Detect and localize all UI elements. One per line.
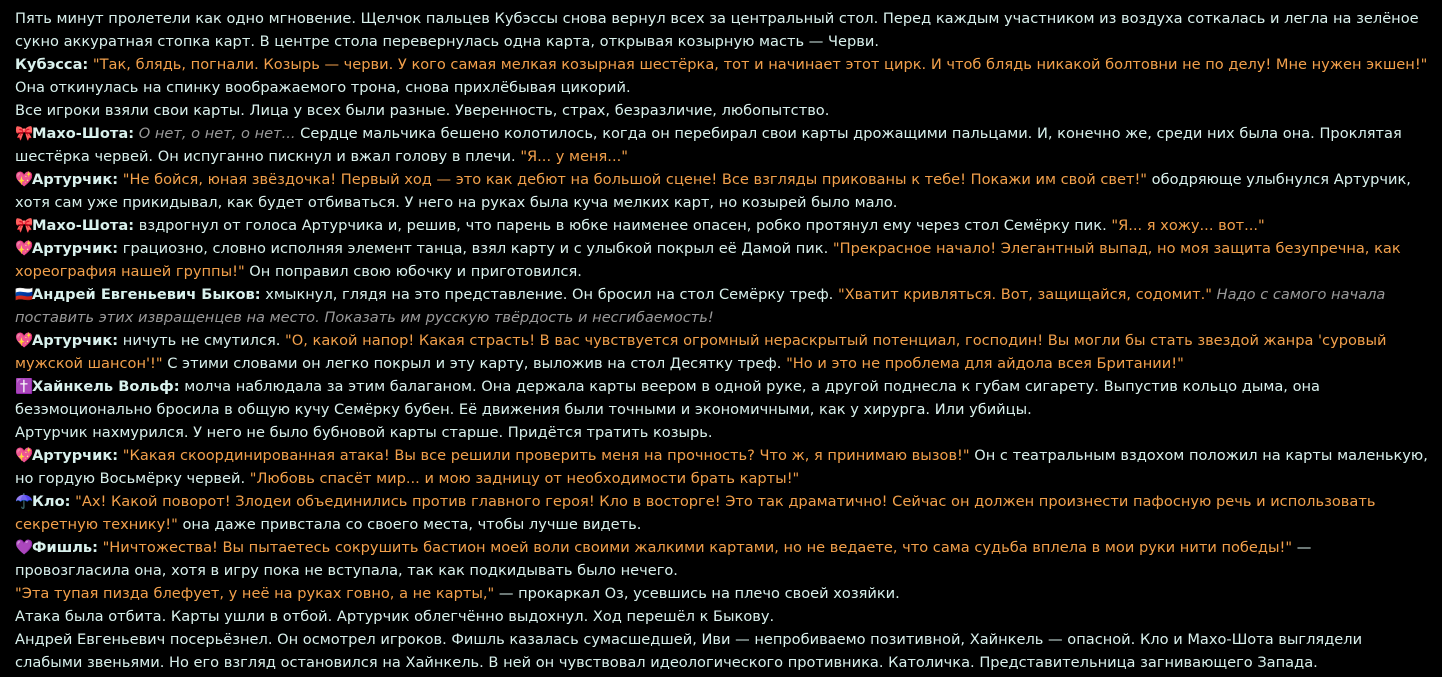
speaker-emoji-icon: 💖 — [15, 332, 34, 349]
speaker-emoji-icon: ☂️ — [15, 493, 34, 510]
speaker-name: Хайнкель Вольф: — [32, 378, 180, 395]
narration-text: Андрей Евгеньевич посерьёзнел. Он осмотрел игроков. Фишль казалась сумасшедшей, Иви — непробиваемо позитивной, Хайнкель — опасной. Кло и Махо-Шота выглядели слабыми звеньями. Но его взгляд остановился на Хайнкель. В ней он чувствовал идеологического противника. Католичка. Представительница загнивающего Запада. — [15, 631, 1363, 671]
story-paragraph — [15, 214, 1430, 237]
dialogue-quote: "Я... у меня..." — [520, 148, 628, 165]
dialogue-quote: "Эта тупая пизда блефует, у неё на руках говно, а не карты," — [15, 585, 495, 602]
narration-text: Он поправил свою юбочку и приготовился. — [244, 263, 582, 280]
story-paragraph — [15, 490, 1430, 536]
speaker-name: Артурчик: — [32, 171, 119, 188]
story-paragraph — [15, 7, 1430, 53]
speaker-name: Артурчик: — [32, 447, 119, 464]
narration-text: Артурчик нахмурился. У него не было бубновой карты старше. Придётся тратить козырь. — [15, 424, 713, 441]
story-paragraph — [15, 122, 1430, 168]
dialogue-quote: "Я... я хожу... вот..." — [1111, 217, 1265, 234]
narration-text: Сердце мальчика бешено колотилось, когда он перебирал свои карты дрожащими пальцами. И, конечно же, среди них была она. Проклятая шестёрка червей. Он испуганно пискнул и вжал голову в плечи. — [15, 125, 1402, 165]
story-paragraph — [15, 421, 1430, 444]
narration-text: — провозгласила она, хотя в игру пока не вступала, так как подкидывать было нечего. — [15, 539, 1312, 579]
speaker-emoji-icon: ✝️ — [15, 378, 34, 395]
narration-text: Пять минут пролетели как одно мгновение. Щелчок пальцев Кубэссы снова вернул всех за центральный стол. Перед каждым участником из воздуха соткалась и легла на зелёное сукно аккуратная стопка карт. В центре стола перевернулась одна карта, открывая козырную масть — Черви. — [15, 10, 1419, 50]
speaker-name: Артурчик: — [32, 240, 119, 257]
narration-text: Она откинулась на спинку воображаемого трона, снова прихлёбывая цикорий. — [15, 79, 631, 96]
speaker-name: Кло: — [32, 493, 71, 510]
speaker-emoji-icon: 💜 — [15, 539, 34, 556]
dialogue-quote: "Прекрасное начало! Элегантный выпад, но моя защита безупречна, как хореография нашей группы!" — [15, 240, 1401, 280]
speaker-name: Махо-Шота: — [32, 217, 135, 234]
story-paragraph — [15, 329, 1430, 375]
story-paragraph — [15, 444, 1430, 490]
speaker-emoji-icon: 🎀 — [15, 217, 34, 234]
speaker-name: Андрей Евгеньевич Быков: — [32, 286, 261, 303]
speaker-name: Фишль: — [32, 539, 98, 556]
narration-text: грациозно, словно исполняя элемент танца, взял карту и с улыбкой покрыл её Дамой пик. — [118, 240, 833, 257]
narration-text: ободряюще улыбнулся Артурчик, хотя сам уже прикидывал, как будет отбиваться. У него на руках была куча мелких карт, но козырей было мало. — [15, 171, 1411, 211]
dialogue-quote: "Ах! Какой поворот! Злодеи объединились против главного героя! Кло в восторге! Это так драматично! Сейчас он должен произнести пафосную речь и использовать секретную технику!" — [15, 493, 1376, 533]
story-paragraph — [15, 53, 1430, 99]
narration-text: хмыкнул, глядя на это представление. Он бросил на стол Семёрку треф. — [260, 286, 838, 303]
dialogue-quote: "Хватит кривляться. Вот, защищайся, содомит." — [837, 286, 1213, 303]
dialogue-quote: "О, какой напор! Какая страсть! В вас чувствуется огромный нераскрытый потенциал, господин! Вы могли бы стать звездой жанра 'суровый мужской шансон'!" — [15, 332, 1387, 372]
story-paragraph — [15, 283, 1430, 329]
narration-text: Он с театральным вздохом положил на карты маленькую, но гордую Восьмёрку червей. — [15, 447, 1428, 487]
narration-text: вздрогнул от голоса Артурчика и, решив, что парень в юбке наименее опасен, робко протянул ему через стол Семёрку пик. — [134, 217, 1112, 234]
speaker-name: Кубэсса: — [15, 56, 89, 73]
story-paragraph — [15, 168, 1430, 214]
inner-thought: Надо с самого начала поставить этих извращенцев на место. Показать им русскую твёрдость и несгибаемость! — [15, 286, 1386, 326]
speaker-emoji-icon: 🇷🇺 — [15, 286, 34, 303]
story-paragraph — [15, 536, 1430, 582]
speaker-emoji-icon: 🎀 — [15, 125, 34, 142]
dialogue-quote: "Так, блядь, погнали. Козырь — черви. У кого самая мелкая козырная шестёрка, тот и начинает этот цирк. И чтоб блядь никакой болтовни не по делу! Мне нужен экшен!" — [92, 56, 1428, 73]
speaker-emoji-icon: 💖 — [15, 240, 34, 257]
chat-story-log — [15, 7, 1430, 674]
dialogue-quote: "Не бойся, юная звёздочка! Первый ход — это как дебют на большой сцене! Все взгляды прикованы к тебе! Покажи им свой свет!" — [122, 171, 1148, 188]
speaker-name: Артурчик: — [32, 332, 119, 349]
story-paragraph — [15, 237, 1430, 283]
inner-thought: О нет, о нет, о нет... — [138, 125, 296, 142]
story-paragraph — [15, 605, 1430, 628]
story-paragraph — [15, 99, 1430, 122]
narration-text: — прокаркал Оз, усевшись на плечо своей хозяйки. — [494, 585, 900, 602]
narration-text: С этими словами он легко покрыл и эту карту, выложив на стол Десятку треф. — [162, 355, 787, 372]
dialogue-quote: "Любовь спасёт мир... и мою задницу от необходимости брать карты!" — [249, 470, 800, 487]
speaker-emoji-icon: 💖 — [15, 447, 34, 464]
narration-text: Все игроки взяли свои карты. Лица у всех были разные. Уверенность, страх, безразличие, любопытство. — [15, 102, 830, 119]
story-paragraph — [15, 375, 1430, 421]
narration-text: ничуть не смутился. — [118, 332, 286, 349]
story-paragraph — [15, 582, 1430, 605]
narration-text: Атака была отбита. Карты ушли в отбой. Артурчик облегчённо выдохнул. Ход перешёл к Быкову. — [15, 608, 775, 625]
dialogue-quote: "Но и это не проблема для айдола всея Британии!" — [786, 355, 1184, 372]
dialogue-quote: "Какая скоординированная атака! Вы все решили проверить меня на прочность? Что ж, я принимаю вызов!" — [122, 447, 970, 464]
dialogue-quote: "Ничтожества! Вы пытаетесь сокрушить бастион моей воли своими жалкими картами, но не ведаете, что сама судьба вплела в мои руки нити победы!" — [102, 539, 1293, 556]
speaker-emoji-icon: 💖 — [15, 171, 34, 188]
speaker-name: Махо-Шота: — [32, 125, 135, 142]
narration-text: молча наблюдала за этим балаганом. Она держала карты веером в одной руке, а другой поднесла к губам сигарету. Выпустив кольцо дыма, она безэмоционально бросила в общую кучу Семёрку бубен. Её движения были точными и экономичными, как у хирурга. Или убийцы. — [15, 378, 1320, 418]
narration-text: она даже привстала со своего места, чтобы лучше видеть. — [177, 516, 642, 533]
story-paragraph — [15, 628, 1430, 674]
